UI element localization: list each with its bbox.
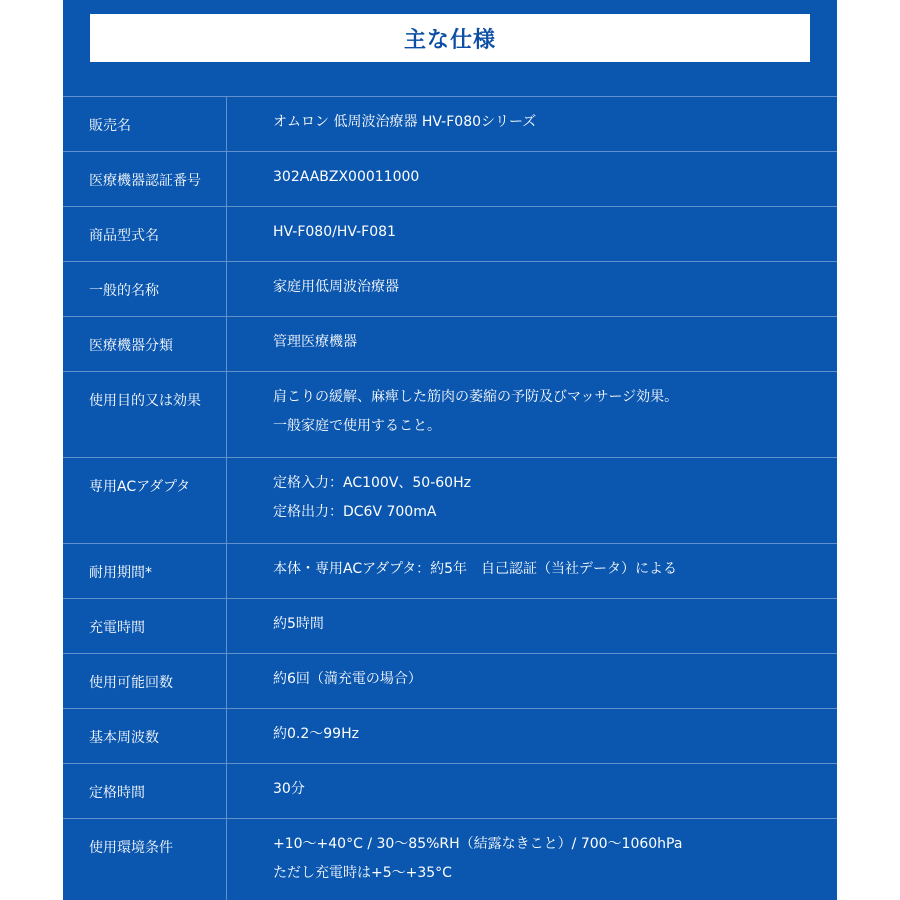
spec-value	[227, 599, 837, 653]
spec-value	[227, 317, 837, 371]
title-bar	[90, 14, 810, 62]
spec-value-line: 本体・専用ACアダプタ：約5年 自己認証（当社データ）による	[273, 561, 678, 577]
spec-value-line: オムロン 低周波治療器 HV-F080シリーズ	[273, 114, 537, 130]
spec-value	[227, 709, 837, 763]
spec-value-line: 約0.2〜99Hz	[273, 726, 359, 742]
spec-label: 使用目的又は効果	[63, 372, 227, 457]
spec-row-service-life	[63, 544, 837, 599]
spec-value-line: 定格入力：AC100V、50-60Hz	[273, 475, 471, 491]
spec-value	[227, 458, 837, 543]
spec-value-line: 肩こりの緩解、麻痺した筋肉の萎縮の予防及びマッサージ効果。	[273, 389, 679, 405]
spec-value-line: 管理医療機器	[273, 334, 357, 350]
spec-label: 医療機器分類	[63, 317, 227, 371]
spec-value-line: +10〜+40°C / 30〜85%RH（結露なきこと）/ 700〜1060hPa	[273, 836, 683, 852]
spec-value-line: 定格出力：DC6V 700mA	[273, 504, 437, 520]
spec-value-line: 約6回（満充電の場合）	[273, 671, 422, 687]
spec-label: 医療機器認証番号	[63, 152, 227, 206]
spec-value	[227, 262, 837, 316]
spec-table	[63, 96, 837, 900]
spec-value	[227, 207, 837, 261]
spec-value	[227, 654, 837, 708]
spec-value	[227, 764, 837, 818]
spec-label: 商品型式名	[63, 207, 227, 261]
spec-panel	[63, 0, 837, 900]
page-title: 主な仕様	[403, 27, 496, 53]
spec-label: 使用環境条件	[63, 819, 227, 900]
spec-label: 専用ACアダプタ	[63, 458, 227, 543]
spec-value-line: 一般家庭で使用すること。	[273, 418, 441, 434]
spec-value-line: 家庭用低周波治療器	[273, 279, 399, 295]
spec-label: 販売名	[63, 97, 227, 151]
spec-label: 基本周波数	[63, 709, 227, 763]
spec-label: 使用可能回数	[63, 654, 227, 708]
spec-row-usage-count	[63, 654, 837, 709]
spec-label: 定格時間	[63, 764, 227, 818]
spec-value	[227, 544, 837, 598]
spec-value-line: ただし充電時は+5〜+35°C	[273, 865, 452, 881]
spec-row-model-number	[63, 207, 837, 262]
spec-value-line: 約5時間	[273, 616, 324, 632]
spec-row-base-frequency	[63, 709, 837, 764]
spec-label: 耐用期間*	[63, 544, 227, 598]
spec-row-environment	[63, 819, 837, 900]
spec-value	[227, 97, 837, 151]
spec-row-certification-number	[63, 152, 837, 207]
spec-value	[227, 819, 837, 900]
spec-row-rated-time	[63, 764, 837, 819]
spec-row-device-class	[63, 317, 837, 372]
spec-row-general-name	[63, 262, 837, 317]
spec-row-purpose	[63, 372, 837, 458]
spec-value	[227, 372, 837, 457]
spec-value-line: HV-F080/HV-F081	[273, 224, 396, 240]
spec-row-charging-time	[63, 599, 837, 654]
spec-value-line: 302AABZX00011000	[273, 169, 420, 185]
spec-value	[227, 152, 837, 206]
spec-row-ac-adapter	[63, 458, 837, 544]
spec-label: 充電時間	[63, 599, 227, 653]
spec-row-product-name	[63, 97, 837, 152]
spec-label: 一般的名称	[63, 262, 227, 316]
spec-value-line: 30分	[273, 781, 305, 797]
